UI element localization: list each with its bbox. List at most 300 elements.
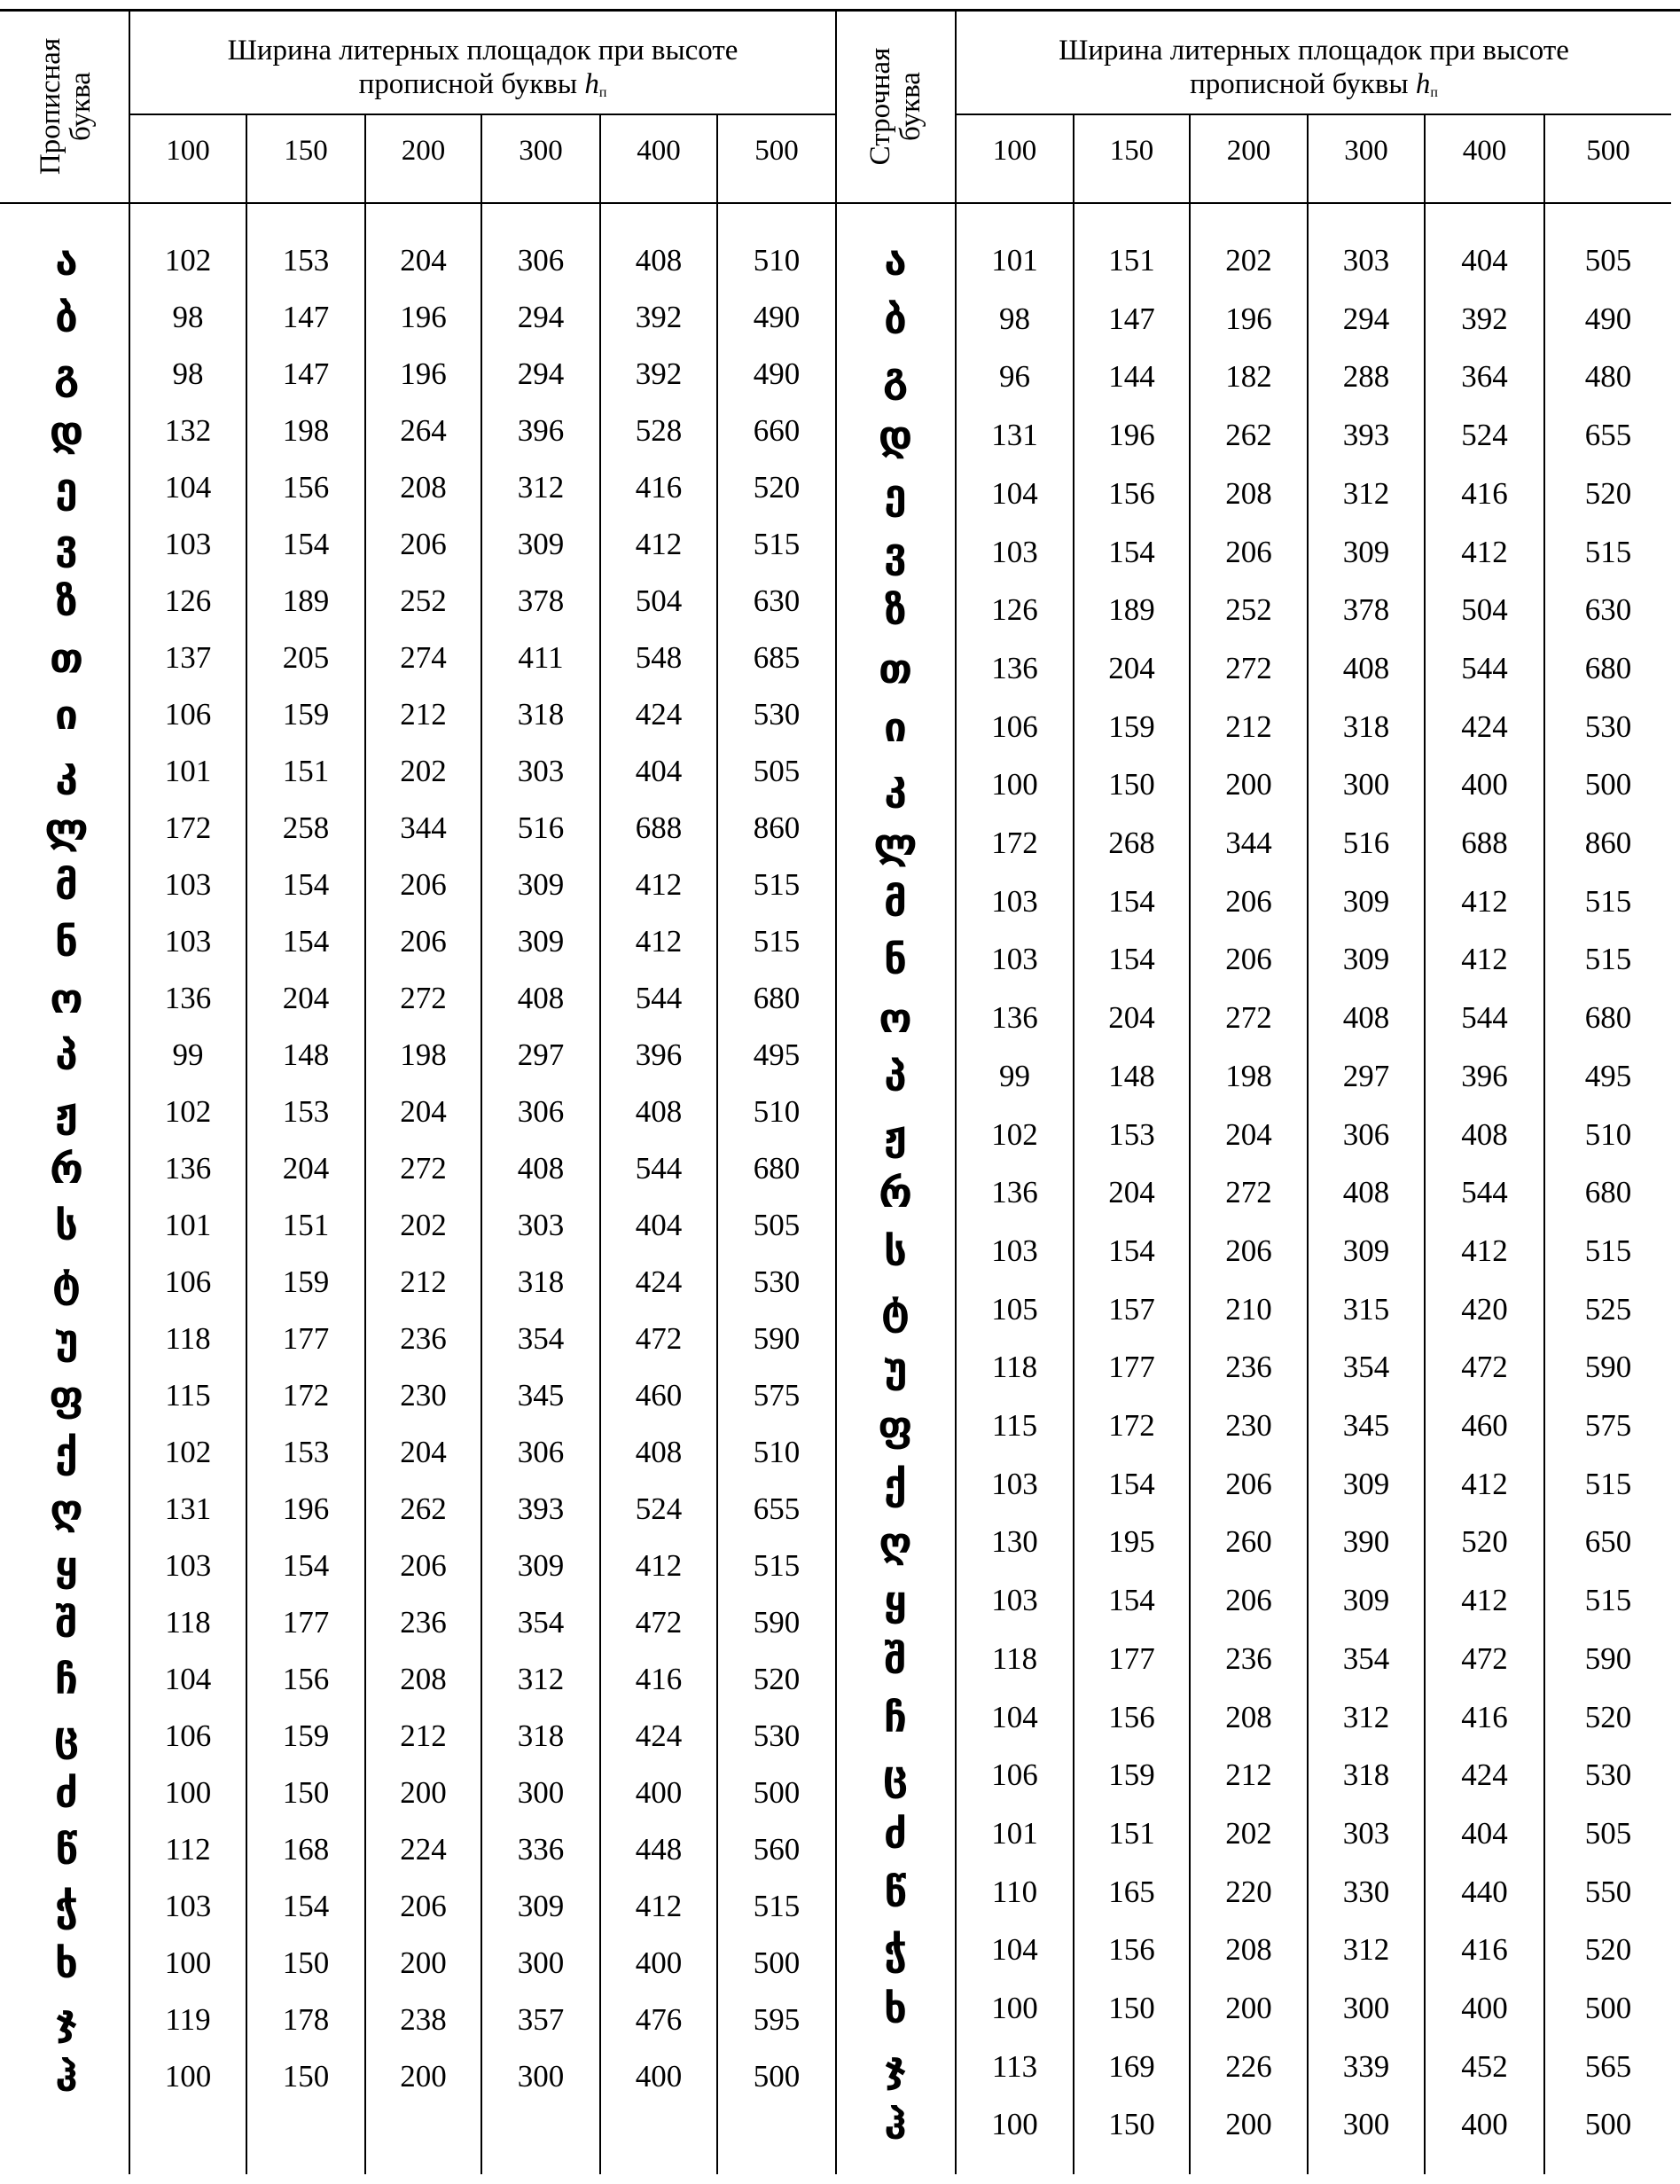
col-divider	[835, 11, 837, 2174]
table-cell: 306	[517, 243, 565, 278]
height-header: 200	[401, 134, 446, 167]
uppercase-column-header	[12, 11, 119, 201]
table-cell: 205	[282, 640, 330, 675]
table-cell: 212	[400, 1264, 447, 1299]
table-cell: 294	[517, 356, 565, 391]
table-cell: 400	[635, 2059, 683, 2094]
table-cell: 137	[164, 640, 212, 675]
table-cell: 206	[1225, 535, 1272, 569]
table-cell: 104	[991, 1932, 1038, 1967]
height-header: 300	[1344, 134, 1388, 167]
table-cell: 177	[1108, 1641, 1155, 1676]
table-cell: 306	[517, 1094, 565, 1129]
table-cell: 151	[1108, 1816, 1155, 1851]
table-cell: 196	[1108, 418, 1155, 452]
table-cell: 309	[1342, 1467, 1390, 1501]
table-cell: 200	[1225, 1991, 1272, 2025]
table-cell: 196	[400, 300, 447, 334]
table-cell: 309	[517, 867, 565, 902]
table-cell: 206	[1225, 884, 1272, 919]
table-cell: 515	[1584, 942, 1632, 976]
table-cell: 516	[1342, 826, 1390, 860]
table-cell: 206	[1225, 942, 1272, 976]
table-cell: 412	[1461, 1233, 1508, 1268]
table-cell: 148	[1108, 1059, 1155, 1093]
table-cell: 515	[1584, 1467, 1632, 1501]
table-cell: 106	[991, 1757, 1038, 1792]
table-cell: 408	[517, 1151, 565, 1186]
table-cell: 100	[991, 1991, 1038, 2025]
table-cell: 515	[753, 1889, 801, 1923]
table-cell: 309	[517, 1889, 565, 1923]
table-cell: 354	[1342, 1641, 1390, 1676]
table-cell: 264	[400, 413, 447, 448]
table-cell: 204	[1108, 651, 1155, 685]
table-cell: 860	[1584, 826, 1632, 860]
table-cell: 412	[1461, 942, 1508, 976]
table-cell: 408	[635, 1094, 683, 1129]
table-cell: 115	[991, 1408, 1038, 1443]
table-cell: 206	[400, 924, 447, 959]
table-cell: 153	[282, 1094, 330, 1129]
table-cell: 206	[1225, 1583, 1272, 1617]
table-cell: 515	[1584, 535, 1632, 569]
table-cell: 520	[1584, 1700, 1632, 1734]
table-cell: 590	[753, 1605, 801, 1640]
table-cell: 126	[991, 592, 1038, 627]
table-cell: 154	[282, 1548, 330, 1583]
table-cell: 318	[517, 697, 565, 732]
table-cell: 177	[282, 1321, 330, 1356]
table-cell: 318	[1342, 1757, 1390, 1792]
letter-glyph: რ	[50, 1145, 83, 1193]
letter-glyph: ს	[883, 1227, 908, 1275]
table-cell: 202	[1225, 243, 1272, 278]
table-cell: 528	[635, 413, 683, 448]
table-cell: 297	[517, 1037, 565, 1072]
table-cell: 258	[282, 810, 330, 845]
table-cell: 309	[517, 924, 565, 959]
table-cell: 412	[635, 1548, 683, 1583]
letter-glyph: უ	[883, 1343, 908, 1391]
table-cell: 99	[172, 1037, 204, 1072]
letter-glyph: ი	[55, 691, 78, 739]
table-cell: 208	[1225, 476, 1272, 511]
table-cell: 118	[991, 1350, 1038, 1384]
group-header-line1: Ширина литерных площадок при высоте	[1059, 35, 1569, 67]
table-cell: 103	[164, 1889, 212, 1923]
table-cell: 204	[400, 1435, 447, 1469]
letter-glyph: ჯ	[884, 2043, 907, 2091]
table-cell: 154	[1108, 942, 1155, 976]
table-cell: 136	[164, 1151, 212, 1186]
table-cell: 590	[1584, 1641, 1632, 1676]
table-cell: 154	[282, 1889, 330, 1923]
table-cell: 189	[1108, 592, 1155, 627]
letter-glyph: თ	[878, 645, 913, 693]
height-header: 500	[1586, 134, 1630, 167]
table-cell: 412	[635, 924, 683, 959]
table-cell: 204	[1108, 1175, 1155, 1209]
table-cell: 480	[1584, 359, 1632, 394]
table-cell: 159	[1108, 1757, 1155, 1792]
table-cell: 206	[400, 1548, 447, 1583]
table-cell: 204	[282, 1151, 330, 1186]
table-cell: 196	[282, 1491, 330, 1526]
letter-glyph: შ	[55, 1599, 78, 1647]
table-cell: 262	[1225, 418, 1272, 452]
table-cell: 230	[400, 1378, 447, 1413]
table-cell: 655	[753, 1491, 801, 1526]
table-cell: 147	[1108, 301, 1155, 336]
table-cell: 393	[517, 1491, 565, 1526]
table-cell: 206	[400, 527, 447, 561]
table-cell: 424	[635, 697, 683, 732]
table-cell: 505	[753, 754, 801, 788]
table-cell: 226	[1225, 2049, 1272, 2084]
letter-glyph: ლ	[873, 819, 918, 867]
table-cell: 396	[517, 413, 565, 448]
table-cell: 312	[517, 1662, 565, 1696]
table-cell: 680	[1584, 651, 1632, 685]
letter-glyph: უ	[54, 1315, 79, 1363]
table-cell: 408	[635, 243, 683, 278]
table-cell: 412	[1461, 535, 1508, 569]
table-cell: 101	[991, 1816, 1038, 1851]
table-cell: 504	[635, 583, 683, 618]
table-cell: 220	[1225, 1875, 1272, 1909]
table-cell: 118	[991, 1641, 1038, 1676]
table-cell: 650	[1584, 1524, 1632, 1559]
table-cell: 202	[1225, 1816, 1272, 1851]
table-cell: 168	[282, 1832, 330, 1867]
table-cell: 136	[991, 1000, 1038, 1035]
letter-glyph: ჩ	[54, 1656, 79, 1703]
table-cell: 136	[991, 1175, 1038, 1209]
table-cell: 198	[1225, 1059, 1272, 1093]
table-cell: 177	[282, 1605, 330, 1640]
table-cell: 544	[635, 981, 683, 1015]
table-cell: 424	[1461, 1757, 1508, 1792]
table-cell: 548	[635, 640, 683, 675]
table-cell: 530	[753, 697, 801, 732]
letter-glyph: ფ	[49, 1372, 84, 1420]
table-cell: 408	[1461, 1117, 1508, 1152]
table-cell: 204	[400, 243, 447, 278]
table-cell: 530	[1584, 1757, 1632, 1792]
table-cell: 112	[165, 1832, 211, 1867]
table-cell: 524	[1461, 418, 1508, 452]
table-cell: 424	[635, 1264, 683, 1299]
table-cell: 392	[1461, 301, 1508, 336]
letter-glyph: ძ	[883, 1810, 908, 1858]
table-cell: 404	[635, 754, 683, 788]
table-cell: 130	[991, 1524, 1038, 1559]
height-header: 150	[1109, 134, 1154, 167]
table-cell: 440	[1461, 1875, 1508, 1909]
table-cell: 102	[164, 1094, 212, 1129]
table-cell: 396	[1461, 1059, 1508, 1093]
table-cell: 520	[753, 470, 801, 505]
table-cell: 500	[1584, 767, 1632, 802]
table-cell: 400	[635, 1775, 683, 1810]
table-cell: 550	[1584, 1875, 1632, 1909]
table-cell: 274	[400, 640, 447, 675]
table-cell: 208	[1225, 1932, 1272, 1967]
table-cell: 236	[1225, 1641, 1272, 1676]
table-cell: 354	[1342, 1350, 1390, 1384]
table-cell: 330	[1342, 1875, 1390, 1909]
table-cell: 100	[991, 767, 1038, 802]
table-cell: 202	[400, 1208, 447, 1242]
table-cell: 515	[1584, 1583, 1632, 1617]
letter-glyph: შ	[884, 1635, 907, 1683]
table-cell: 144	[1108, 359, 1155, 394]
height-header: 300	[519, 134, 563, 167]
table-cell: 200	[1225, 767, 1272, 802]
table-cell: 103	[164, 924, 212, 959]
table-cell: 354	[517, 1321, 565, 1356]
letter-glyph: რ	[879, 1169, 912, 1217]
table-cell: 303	[517, 754, 565, 788]
table-cell: 136	[164, 981, 212, 1015]
table-cell: 272	[400, 1151, 447, 1186]
table-cell: 504	[1461, 592, 1508, 627]
letter-glyph: ქ	[55, 1429, 78, 1476]
table-cell: 575	[753, 1378, 801, 1413]
table-cell: 354	[517, 1605, 565, 1640]
table-cell: 101	[991, 243, 1038, 278]
height-header: 100	[992, 134, 1037, 167]
table-cell: 312	[517, 470, 565, 505]
table-cell: 98	[999, 301, 1030, 336]
table-cell: 630	[753, 583, 801, 618]
table-cell: 182	[1225, 359, 1272, 394]
table-cell: 206	[400, 1889, 447, 1923]
table-cell: 505	[1584, 243, 1632, 278]
table-cell: 416	[1461, 1700, 1508, 1734]
table-cell: 303	[1342, 1816, 1390, 1851]
table-cell: 154	[1108, 884, 1155, 919]
table-cell: 172	[164, 810, 212, 845]
table-cell: 416	[1461, 1932, 1508, 1967]
letter-glyph: გ	[53, 350, 80, 398]
table-top-rule	[0, 9, 1680, 12]
height-header: 100	[166, 134, 210, 167]
table-cell: 505	[753, 1208, 801, 1242]
table-cell: 131	[164, 1491, 212, 1526]
table-cell: 101	[164, 754, 212, 788]
table-cell: 303	[517, 1208, 565, 1242]
table-cell: 236	[1225, 1350, 1272, 1384]
table-cell: 312	[1342, 1932, 1390, 1967]
table-cell: 472	[635, 1321, 683, 1356]
table-cell: 104	[991, 476, 1038, 511]
table-cell: 204	[400, 1094, 447, 1129]
table-cell: 260	[1225, 1524, 1272, 1559]
table-cell: 212	[400, 697, 447, 732]
table-cell: 96	[999, 359, 1030, 394]
table-cell: 98	[172, 300, 204, 334]
table-cell: 212	[1225, 1757, 1272, 1792]
letter-glyph: ც	[882, 1751, 909, 1799]
table-cell: 110	[991, 1875, 1038, 1909]
table-cell: 505	[1584, 1816, 1632, 1851]
table-cell: 411	[518, 640, 564, 675]
table-cell: 500	[753, 2059, 801, 2094]
table-cell: 408	[1342, 1175, 1390, 1209]
table-cell: 318	[517, 1264, 565, 1299]
table-cell: 490	[753, 356, 801, 391]
letter-glyph: ხ	[54, 1939, 79, 1987]
table-cell: 103	[991, 1233, 1038, 1268]
height-header: 200	[1226, 134, 1271, 167]
letter-glyph: ზ	[884, 586, 907, 634]
letter-glyph: ჭ	[54, 1883, 79, 1930]
letter-glyph: ა	[55, 237, 78, 285]
table-cell: 309	[1342, 535, 1390, 569]
table-cell: 500	[1584, 1991, 1632, 2025]
table-cell: 102	[991, 1117, 1038, 1152]
table-cell: 288	[1342, 359, 1390, 394]
table-cell: 396	[635, 1037, 683, 1072]
table-cell: 680	[753, 981, 801, 1015]
table-cell: 344	[1225, 826, 1272, 860]
table-cell: 100	[991, 2107, 1038, 2141]
letter-glyph: დ	[49, 407, 84, 455]
table-cell: 575	[1584, 1408, 1632, 1443]
table-cell: 404	[1461, 1816, 1508, 1851]
letter-glyph: წ	[55, 1826, 78, 1874]
table-cell: 344	[400, 810, 447, 845]
table-cell: 309	[1342, 1233, 1390, 1268]
table-cell: 309	[517, 527, 565, 561]
letter-glyph: გ	[882, 353, 909, 401]
table-cell: 238	[400, 2002, 447, 2037]
table-cell: 150	[282, 1945, 330, 1980]
letter-glyph: ო	[879, 994, 912, 1042]
table-cell: 516	[517, 810, 565, 845]
table-cell: 106	[164, 697, 212, 732]
table-cell: 412	[1461, 1467, 1508, 1501]
table-cell: 404	[1461, 243, 1508, 278]
letter-glyph: ლ	[44, 804, 89, 852]
table-cell: 272	[1225, 651, 1272, 685]
table-cell: 378	[517, 583, 565, 618]
table-cell: 530	[753, 1718, 801, 1753]
letter-glyph: ღ	[50, 1485, 83, 1533]
table-cell: 165	[1108, 1875, 1155, 1909]
table-cell: 472	[635, 1605, 683, 1640]
table-cell: 680	[1584, 1175, 1632, 1209]
group-header-right	[957, 34, 1671, 110]
letter-glyph: ღ	[879, 1518, 912, 1566]
table-cell: 412	[635, 527, 683, 561]
table-cell: 530	[753, 1264, 801, 1299]
table-cell: 208	[400, 470, 447, 505]
table-cell: 860	[753, 810, 801, 845]
table-cell: 520	[753, 1662, 801, 1696]
table-cell: 500	[753, 1945, 801, 1980]
table-cell: 150	[1108, 767, 1155, 802]
table-cell: 544	[1461, 1000, 1508, 1035]
table-cell: 312	[1342, 476, 1390, 511]
table-cell: 105	[991, 1292, 1038, 1327]
table-cell: 103	[991, 942, 1038, 976]
table-cell: 154	[1108, 1233, 1155, 1268]
table-cell: 172	[282, 1378, 330, 1413]
table-cell: 393	[1342, 418, 1390, 452]
table-cell: 544	[1461, 651, 1508, 685]
table-cell: 204	[1108, 1000, 1155, 1035]
table-cell: 655	[1584, 418, 1632, 452]
table-cell: 525	[1584, 1292, 1632, 1327]
table-cell: 119	[165, 2002, 211, 2037]
letter-glyph: ს	[54, 1202, 79, 1249]
table-cell: 309	[517, 1548, 565, 1583]
table-cell: 416	[1461, 476, 1508, 511]
height-header: 150	[284, 134, 328, 167]
table-cell: 118	[165, 1605, 211, 1640]
table-cell: 103	[164, 867, 212, 902]
letter-glyph: პ	[884, 1053, 907, 1100]
group-header-left	[130, 34, 835, 110]
table-cell: 400	[635, 1945, 683, 1980]
table-cell: 104	[164, 1662, 212, 1696]
table-cell: 685	[753, 640, 801, 675]
table-cell: 159	[282, 1718, 330, 1753]
table-cell: 151	[282, 754, 330, 788]
table-cell: 300	[517, 1775, 565, 1810]
table-cell: 416	[635, 470, 683, 505]
letter-glyph: ჯ	[55, 1996, 78, 2044]
table-cell: 495	[1584, 1059, 1632, 1093]
table-cell: 300	[1342, 767, 1390, 802]
letter-glyph: ჰ	[884, 2101, 907, 2149]
table-cell: 156	[282, 470, 330, 505]
table-cell: 154	[282, 924, 330, 959]
table-cell: 131	[991, 418, 1038, 452]
table-cell: 688	[1461, 826, 1508, 860]
table-cell: 236	[400, 1605, 447, 1640]
letter-glyph: მ	[883, 878, 908, 926]
letter-glyph: ბ	[884, 295, 907, 343]
table-cell: 404	[635, 1208, 683, 1242]
table-cell: 510	[1584, 1117, 1632, 1152]
letter-glyph: ც	[53, 1712, 80, 1760]
table-cell: 200	[1225, 2107, 1272, 2141]
table-cell: 126	[164, 583, 212, 618]
table-cell: 378	[1342, 592, 1390, 627]
table-cell: 172	[991, 826, 1038, 860]
letter-glyph: ნ	[883, 935, 908, 983]
table-cell: 98	[172, 356, 204, 391]
lowercase-column-label: Строчная буква	[864, 47, 926, 165]
table-cell: 400	[1461, 1991, 1508, 2025]
table-cell: 318	[517, 1718, 565, 1753]
table-cell: 300	[1342, 2107, 1390, 2141]
table-cell: 408	[635, 1435, 683, 1469]
table-cell: 157	[1108, 1292, 1155, 1327]
table-cell: 272	[1225, 1175, 1272, 1209]
table-cell: 196	[400, 356, 447, 391]
height-header: 500	[754, 134, 799, 167]
table-cell: 408	[1342, 1000, 1390, 1035]
table-cell: 500	[1584, 2107, 1632, 2141]
table-cell: 104	[164, 470, 212, 505]
letter-glyph: ი	[884, 703, 907, 751]
table-cell: 424	[635, 1718, 683, 1753]
